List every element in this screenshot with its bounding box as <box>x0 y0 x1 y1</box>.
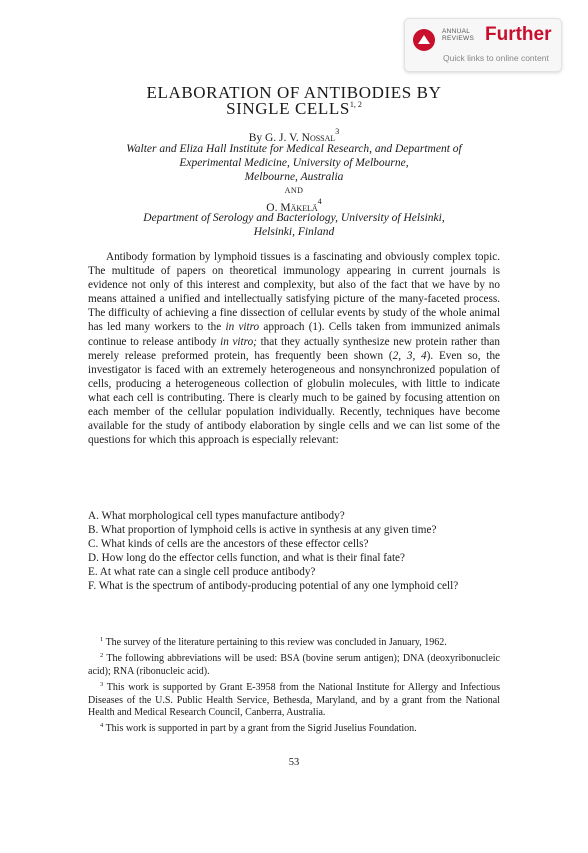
list-item: A. What morphological cell types manufacture antibody? <box>88 510 345 522</box>
intro-paragraph: Antibody formation by lymphoid tissues is a fascinating and obviously complex topic. The multitude of papers on theoretical immunology appearing in current journals is evidence not only of this interest and complexity, but also of the fact that we have by no means attained a unified and intellectually satisfying picture of the many-faceted process. The difficulty of achieving a fine dissection of cellular events by study of the whole animal has led many workers to the in vitro approach (1). Cells taken from immunized animals continue to release antibody in vitro; that they actually synthesize new protein rather than merely release preformed protein, has frequently been shown (2, 3, 4). Even so, the investigator is faced with an extremely heterogeneous and nonsynchronized population of cells, producing a heterogeneous collection of globulin molecules, with little to indicate what each cell is contributing. There is clearly much to be gained by focusing attention on each member of the cellular population individually. Recently, techniques have become available for the study of antibody elaboration by single cells and we can list some of the questions for which this approach is especially relevant: <box>88 251 500 447</box>
footnote: $^3$ This work is supported by Grant E-3958 from the National Institute for Allergy and Infectious Diseases of the U.S. Public Health Service, Bethesda, Maryland, and by a grant from the National Health and Medical Research Council, Canberra, Australia. <box>88 681 501 719</box>
affiliation-1-line-3: Melbourne, Australia <box>244 171 344 183</box>
page-number: 53 <box>288 757 300 768</box>
question-list <box>88 509 500 594</box>
annual-reviews-further-badge[interactable] <box>404 18 562 72</box>
footnotes <box>88 634 500 737</box>
badge-quick-links[interactable]: Quick links to online content <box>443 53 549 63</box>
footnote: $^2$ The following abbreviations will be used: BSA (bovine serum antigen); DNA (deoxyribonucleic acid); RNA (ribonucleic acid). <box>88 652 500 677</box>
affiliation-2-line-2: Helsinki, Finland <box>253 226 335 238</box>
article-title-line2: SINGLE CELLS$^{1, 2}$ <box>226 99 362 118</box>
list-item: B. What proportion of lymphoid cells is active in synthesis at any given time? <box>88 524 437 537</box>
list-item: C. What kinds of cells are the ancestors of these effector cells? <box>88 538 369 551</box>
affiliation-2-line-1: Department of Serology and Bacteriology, University of Helsinki, <box>143 212 445 224</box>
list-item: E. At what rate can a single cell produce antibody? <box>88 566 316 579</box>
list-item: D. How long do the effector cells function, and what is their final fate? <box>88 552 405 565</box>
title-footnote-marks: 1, 2 <box>349 100 362 109</box>
author-line-2: O. Mäkelä$^4$ <box>266 197 322 214</box>
badge-further-label: Further <box>485 24 552 45</box>
body-text <box>88 250 500 447</box>
and-separator: AND <box>284 186 304 195</box>
annual-reviews-logo-icon <box>413 29 435 51</box>
author-line-1: By G. J. V. Nossal$^3$ <box>248 127 340 144</box>
affiliation-1-line-1: Walter and Eliza Hall Institute for Medical Research, and Department of <box>126 143 462 155</box>
footnote: $^1$ The survey of the literature pertaining to this review was concluded in January, 1962. <box>100 636 447 648</box>
badge-brand: ANNUAL REVIEWS <box>442 28 475 42</box>
article-title-line1: ELABORATION OF ANTIBODIES BY <box>146 83 442 102</box>
list-item: F. What is the spectrum of antibody-producing potential of any one lymphoid cell? <box>88 580 459 593</box>
footnote: $^4$ This work is supported in part by a grant from the Sigrid Juselius Foundation. <box>100 722 417 735</box>
affiliation-1-line-2: Experimental Medicine, University of Melbourne, <box>179 157 409 169</box>
